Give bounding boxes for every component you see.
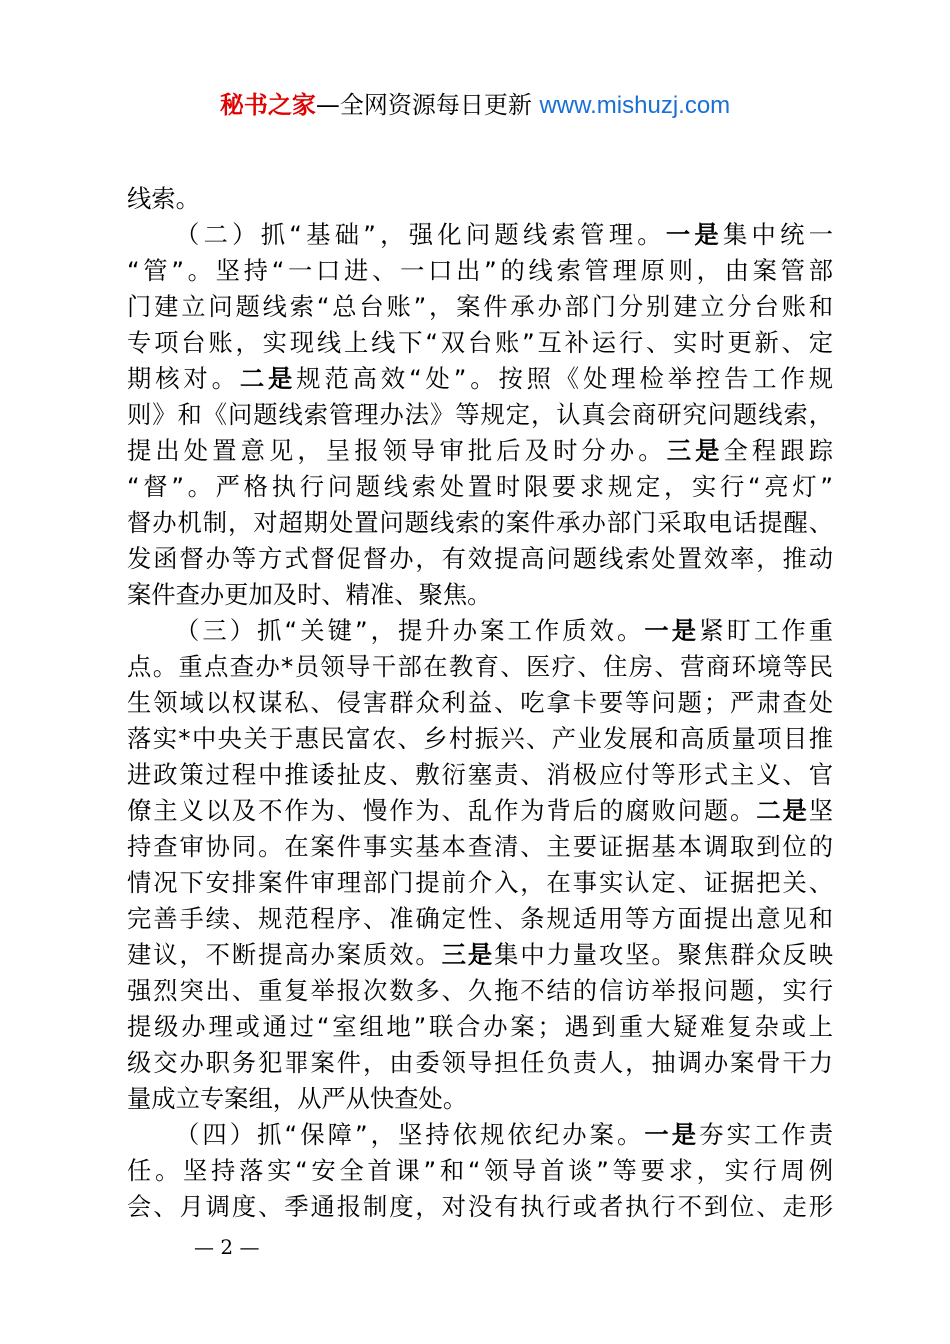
text-segment: 全程跟踪 [723,436,834,465]
text-segment: （三）抓“关键”，提升办案工作质效。 [175,616,645,645]
text-segment: 完善手续、规范程序、准确定性、条规适用等方面提出意见和 [127,904,833,933]
text-line [127,1153,833,1189]
bold-keyword: 一是 [644,1120,700,1149]
text-line [127,541,833,577]
bold-keyword: 三是 [441,940,495,969]
text-line [127,757,833,793]
text-line [127,577,833,613]
text-line [127,937,833,973]
bold-keyword: 三是 [666,436,724,465]
text-line [127,793,833,829]
text-segment: 督办机制，对超期处置问题线索的案件承办部门采取电话提醒、 [127,508,833,537]
text-line [127,397,833,433]
text-line [127,1045,833,1081]
text-segment: 集中统一 [722,220,833,249]
text-segment: 会、月调度、季通报制度，对没有执行或者执行不到位、走形 [127,1192,833,1221]
document-body [127,181,833,1225]
text-line [127,829,833,865]
text-segment: “管”。坚持“一口进、一口出”的线索管理原则，由案管部 [127,256,833,285]
site-header [0,88,950,123]
text-line [127,901,833,937]
text-segment: 建议，不断提高办案质效。 [127,940,442,969]
site-url-link[interactable]: www.mishuzj.com [539,92,731,119]
bold-keyword: 二是 [239,364,297,393]
text-segment: 发函督办等方式督促督办，有效提高问题线索处置效率，推动 [127,544,833,573]
text-segment: 紧盯工作重 [699,616,834,645]
text-line [127,721,833,757]
bold-keyword: 二是 [756,796,809,825]
text-line [127,1117,833,1153]
text-segment: 坚 [808,796,834,825]
text-segment: （四）抓“保障”，坚持依规依纪办案。 [175,1120,645,1149]
bold-keyword: 一是 [644,616,700,645]
text-segment: 持查审协同。在案件事实基本查清、主要证据基本调取到位的 [127,832,833,861]
text-segment: 则》和《问题线索管理办法》等规定，认真会商研究问题线索， [127,400,833,429]
text-segment: 强烈突出、重复举报次数多、久拖不结的信访举报问题，实行 [127,976,833,1005]
text-line [127,613,833,649]
text-segment: 情况下安排案件审理部门提前介入，在事实认定、证据把关、 [127,868,833,897]
page-number: — 2 — [194,1235,260,1259]
text-line [127,325,833,361]
text-line [127,217,833,253]
text-line [127,865,833,901]
text-line [127,1081,833,1117]
text-segment: 门建立问题线索“总台账”，案件承办部门分别建立分台账和 [127,292,833,321]
text-line [127,469,833,505]
text-line [127,361,833,397]
text-segment: 任。坚持落实“安全首课”和“领导首谈”等要求，实行周例 [127,1156,833,1185]
text-line [127,1009,833,1045]
text-line [127,505,833,541]
text-line [127,433,833,469]
text-segment: 集中力量攻坚。聚焦群众反映 [494,940,834,969]
text-segment: 落实*中央关于惠民富农、乡村振兴、产业发展和高质量项目推 [127,724,833,753]
text-line [127,649,833,685]
text-segment: （二）抓“基础”，强化问题线索管理。 [175,220,666,249]
text-line [127,685,833,721]
text-segment: 规范高效“处”。按照《处理检举控告工作规 [296,364,834,393]
text-segment: 级交办职务犯罪案件，由委领导担任负责人，抽调办案骨干力 [127,1048,833,1077]
text-segment: 僚主义以及不作为、慢作为、乱作为背后的腐败问题。 [127,796,757,825]
text-segment: “督”。严格执行问题线索处置时限要求规定，实行“亮灯” [127,472,833,501]
text-line [127,289,833,325]
text-segment: 线索。 [127,184,200,213]
text-segment: 期核对。 [127,364,240,393]
text-segment: 专项台账，实现线上线下“双台账”互补运行、实时更新、定 [127,328,833,357]
text-line [127,1189,833,1225]
text-line [127,181,833,217]
brand-name: 秘书之家 [219,91,316,119]
text-segment: 夯实工作责 [699,1120,834,1149]
bold-keyword: 一是 [665,220,723,249]
text-line [127,973,833,1009]
text-segment: 生领域以权谋私、侵害群众利益、吃拿卡要等问题；严肃查处 [127,688,833,717]
text-segment: 案件查办更加及时、精准、聚焦。 [127,580,492,609]
text-line [127,253,833,289]
text-segment: 提级办理或通过“室组地”联合办案；遇到重大疑难复杂或上 [127,1012,833,1041]
text-segment: 量成立专案组，从严从快查处。 [127,1084,468,1113]
text-segment: 进政策过程中推诿扯皮、敷衍塞责、消极应付等形式主义、官 [127,760,833,789]
header-tagline: —全网资源每日更新 [315,91,540,119]
text-segment: 提出处置意见，呈报领导审批后及时分办。 [127,436,667,465]
text-segment: 点。重点查办*员领导干部在教育、医疗、住房、营商环境等民 [127,652,833,681]
